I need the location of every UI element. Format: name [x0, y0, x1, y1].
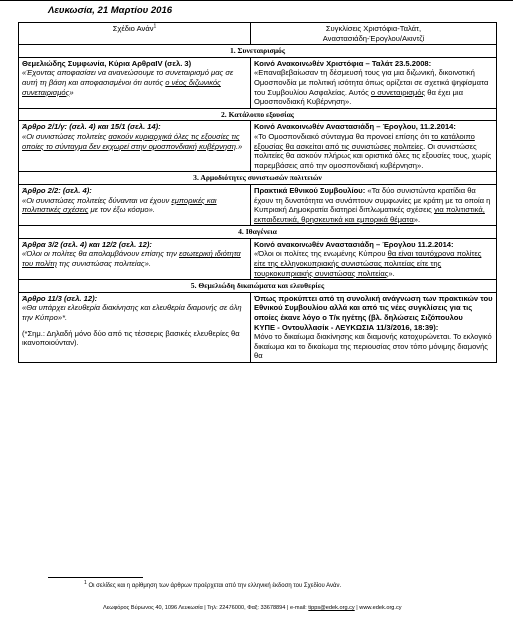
section-3-annan-heading: Άρθρο 2/2: (σελ. 4): — [22, 185, 92, 195]
quote-text: «Το Ομοσπονδιακό σύνταγμα θα προνοεί επίσης ότι — [254, 131, 432, 141]
section-1-annan-heading: Θεμελιώδης Συμφωνία, Κύρια ΑρθραΙV (σελ. 3) — [22, 58, 192, 68]
quote-text: με τον έξω κόσμο». — [88, 205, 155, 215]
footer-address: Λεωφόρος Βύρωνος 40, 1096 Λευκωσία | Τηλ: 22476000, Φαξ: 33678894 | e-mail: — [103, 605, 309, 611]
quote-text: . Οι συνιστώσες πολιτείες θα ασκούν πλήρως και οριστικά όλες τις εξουσίες τους, χωρίς παρεμβάσεις από την ομοσπονδιακή κυβέρνηση». — [254, 141, 492, 170]
section-5-annan-note: (*Σημ.: Δηλαδή μόνο δύο από τις τέσσερις βασικές ελευθερίες θα ικανοποιούνταν). — [22, 328, 240, 348]
section-5-convergence-heading: Όπως προκύπτει από τη συνολική ανάγνωση των πρακτικών του Εθνικού Συμβουλίου αλλά και από τις νέες συγκλίσεις για τις οποίες έκανε λόγο ο Τ/κ ηγέτης (βλ. δηλώσεις Σιζόπουλου — [254, 293, 493, 323]
section-2-convergence-quote — [254, 132, 493, 170]
section-3-convergence-quote — [254, 186, 493, 224]
section-5-row — [19, 292, 497, 362]
quote-underlined: θα είναι ταυτόχρονα πολίτες είτε της ελληνοκυπριακής συνιστώσας πολιτείας είτε της τουρκοκυπριακής συνιστώσας πολιτείας — [254, 249, 482, 278]
quote-underlined: το κατάλοιπο εξουσίας θα ασκείται από τις συνιστώσες πολιτείες — [254, 131, 475, 151]
quote-underlined: εσωτερική ιδιότητα του πολίτη — [22, 249, 241, 269]
section-4-convergence-cell — [251, 238, 497, 279]
section-1-convergence-cell — [251, 57, 497, 108]
section-4-annan-heading: Άρθρα 3/2 (σελ. 4) και 12/2 (σελ. 12): — [22, 239, 152, 249]
footer-website-link[interactable]: www.edek.org.cy — [359, 605, 402, 611]
section-4-convergence-quote — [254, 249, 493, 278]
section-4-title: 4. Ιθαγένεια — [19, 226, 497, 239]
section-2-title: 2. Κατάλοιπο εξουσίας — [19, 108, 497, 121]
column-header-row — [19, 23, 497, 45]
section-2-convergence-cell — [251, 121, 497, 172]
quote-text: .» — [235, 141, 243, 151]
footnote-number: 1 — [84, 580, 87, 586]
section-3-convergence-heading: Πρακτικά Εθνικού Συμβουλίου: — [254, 185, 366, 195]
column-header-convergences — [251, 23, 497, 45]
quote-underlined: για πολιτιστικά, εκπαιδευτικά, θρησκευτικά και εμπορικά θέματα — [254, 205, 485, 224]
comparison-table — [18, 22, 497, 363]
section-5-annan-heading: Άρθρο 11/3 (σελ. 12): — [22, 293, 98, 303]
section-1-title: 1. Συνεταιρισμός — [19, 45, 497, 58]
quote-text: ». — [413, 214, 421, 224]
section-5-annan-cell — [19, 292, 251, 362]
quote-text: «Έχοντας αποφασίσει να ανανεώσουμε το συνεταιρισμό μας σε αυτή τη βάση και αποφασισμένοι ότι αυτός — [22, 68, 234, 87]
section-2-convergence-heading: Κοινό Ανακοινωθέν Αναστασιάδη – Έρογλου, 11.2.2014: — [254, 122, 456, 132]
footer-email-link[interactable]: tipps@edek.org.cy — [308, 605, 355, 611]
column-header-annan — [19, 23, 251, 45]
column-header-line1: Συγκλίσεις Χριστόφια-Ταλάτ, — [325, 24, 422, 33]
quote-text: ». — [388, 268, 395, 278]
section-2-annan-heading: Άρθρο 2/1/γ: (σελ. 4) και 15/1 (σελ. 14): — [22, 122, 161, 132]
section-1-convergence-quote — [254, 68, 493, 106]
section-3-annan-quote — [22, 196, 247, 215]
section-3-convergence-cell — [251, 184, 497, 225]
section-3-title: 3. Αρμοδιότητες συνιστωσών πολιτειών — [19, 172, 497, 185]
section-3-annan-cell — [19, 184, 251, 225]
section-5-annan-quote: «Θα υπάρχει ελευθερία διακίνησης και ελευθερία διαμονής σε όλη την Κύπρο»*. — [22, 303, 242, 323]
quote-text: «Οι συνιστώσες πολιτείες δύνανται να έχουν — [22, 195, 172, 205]
section-2-row — [19, 121, 497, 172]
section-1-header-row — [19, 45, 497, 58]
section-2-annan-quote — [22, 132, 247, 151]
section-3-header-row — [19, 172, 497, 185]
page-footer — [103, 605, 402, 612]
footer-separator: | — [354, 605, 360, 611]
quote-underlined: ο συνεταιρισμός — [370, 87, 426, 97]
quote-text: «Επαναβεβαίωσαν τη δέσμευσή τους για μια διζωνική, δικοινοτική Ομοσπονδία με πολιτική ισότητα όπως ορίζεται σε σχετικά ψηφίσματα του Συμβουλίου Ασφαλείας. Αυτός — [254, 68, 489, 97]
quote-underlined: ο νέος διζωνικός συνεταιρισμός — [22, 77, 221, 97]
section-2-annan-cell — [19, 121, 251, 172]
section-4-header-row — [19, 226, 497, 239]
footnote-ref: 1 — [153, 23, 157, 30]
section-5-header-row — [19, 280, 497, 293]
footnote-rule — [48, 577, 143, 578]
quote-text: «Τα δύο συνιστώντα κρατίδια θα έχουν τη δυνατότητα να συνάπτουν συμφωνίες με κράτη με τα οποία η Κυπριακή Δημοκρατία διατηρεί διπλωματικές σχέσεις — [254, 185, 491, 215]
quote-text: «Όλοι οι πολίτες της ενωμένης Κύπρου — [254, 249, 388, 259]
column-header-line2: Αναστασιάδη-Έρογλου/Ακιντζί — [322, 33, 425, 43]
section-1-convergence-heading: Κοινό Ανακοινωθέν Χριστόφια – Ταλάτ 23.5.2008: — [254, 58, 432, 68]
column-header-annan-text: Σχέδιο Ανάν — [112, 24, 154, 33]
footnote — [84, 582, 341, 590]
top-rule — [0, 0, 513, 1]
section-4-row — [19, 238, 497, 279]
quote-text: «Όλοι οι πολίτες θα απολαμβάνουν επίσης την — [22, 249, 179, 259]
footnote-text: Οι σελίδες και η αρίθμηση των άρθρων προέρχεται από την ελληνική έκδοση του Σχεδίου Ανάν. — [86, 583, 342, 589]
section-1-annan-cell — [19, 57, 251, 108]
section-5-convergence-cell — [251, 292, 497, 362]
section-1-row — [19, 57, 497, 108]
section-4-annan-quote — [22, 249, 247, 268]
date-line: Λευκωσία, 21 Μαρτίου 2016 — [48, 5, 173, 16]
section-4-annan-cell — [19, 238, 251, 279]
quote-text: «Οι συνιστώσες πολιτείες — [22, 131, 109, 141]
quote-underlined: ασκούν κυριαρχικά όλες τις εξουσίες τις οποίες το σύνταγμα δεν εκχωρεί στην ομοσπονδιακή κυβέρνηση — [22, 131, 240, 151]
section-1-annan-quote — [22, 68, 247, 97]
section-5-title: 5. Θεμελιώδη δικαιώματα και ελευθερίες — [19, 280, 497, 293]
quote-text: της συνιστώσας πολιτείας». — [56, 259, 151, 269]
section-4-convergence-heading: Κοινό ανακοινωθέν Αναστασιάδη – Έρογλου 11.2.2014: — [254, 239, 454, 249]
section-5-convergence-text: Μόνο το δικαίωμα διακίνησης και διαμονής κατοχυρώνεται. Το εκλογικό δικαίωμα και το δικαίωμα της περιουσίας στον τόπο μόνιμης διαμονής θα — [254, 332, 492, 361]
section-5-convergence-source: ΚΥΠΕ - Οντουλλασίκ - ΛΕΥΚΩΣΙΑ 11/3/2016, 18:39): — [254, 322, 439, 332]
section-3-row — [19, 184, 497, 225]
quote-underlined: εμπορικές και πολιτιστικές σχέσεις — [22, 195, 217, 215]
quote-text: θα έχει μια Ομοσπονδιακή Κυβέρνηση». — [254, 87, 464, 107]
quote-text: » — [69, 87, 74, 97]
section-2-header-row — [19, 108, 497, 121]
